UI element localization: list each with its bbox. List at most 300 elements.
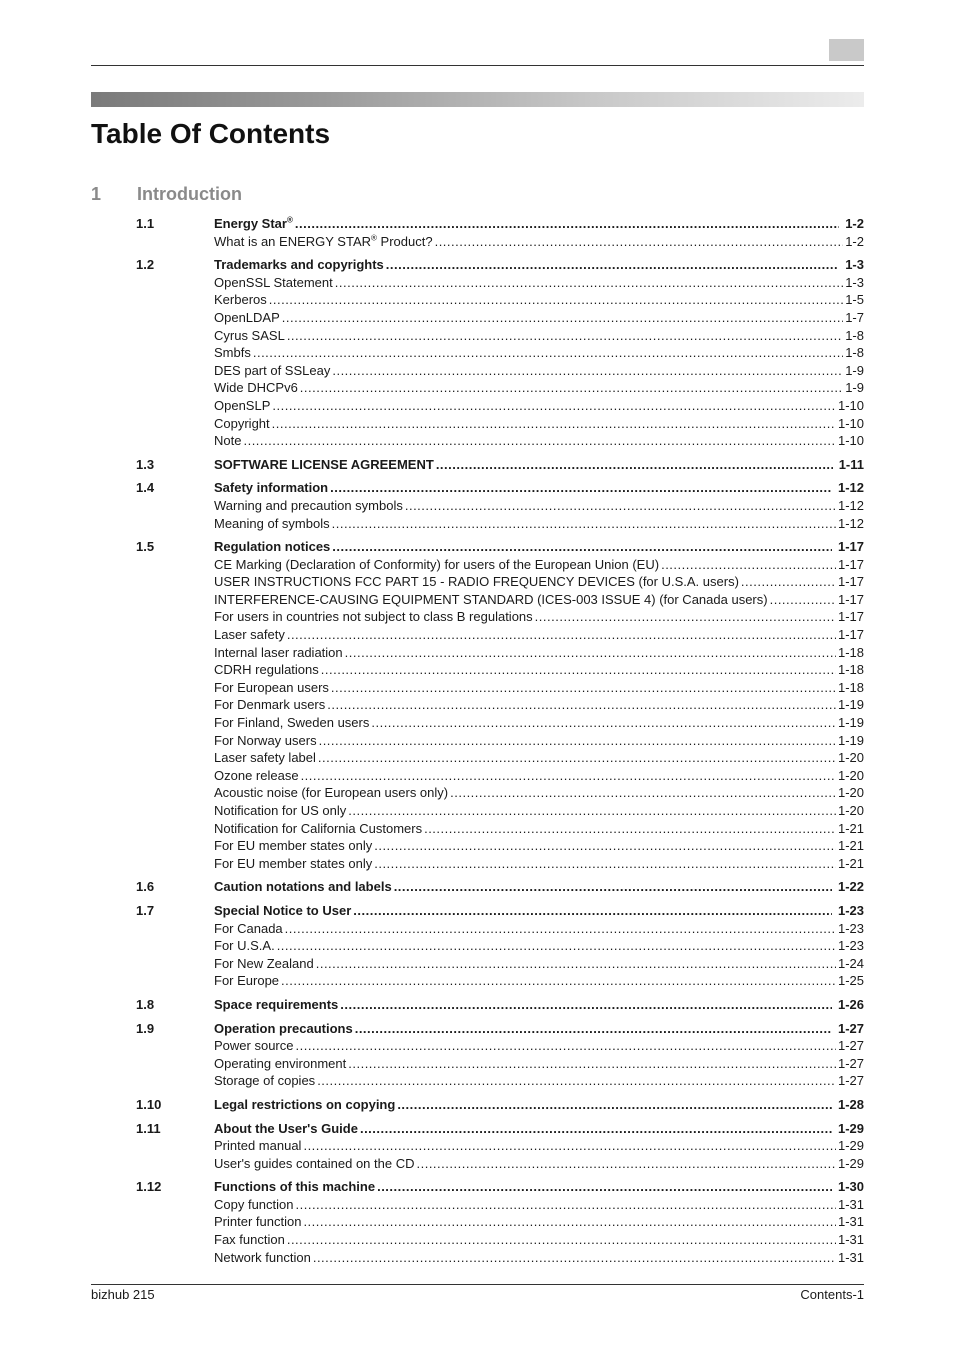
dot-leader [321, 661, 836, 679]
item-title: For New Zealand [214, 955, 314, 971]
toc-section [136, 479, 864, 532]
toc-section [136, 215, 864, 250]
item-entry [214, 274, 864, 292]
item-title: For EU member states only [214, 855, 373, 871]
section-title-wrap [214, 1120, 358, 1138]
toc-item-row[interactable] [136, 1249, 864, 1267]
item-title-wrap [214, 233, 433, 251]
dot-leader [450, 784, 836, 802]
item-entry [214, 515, 864, 533]
section-number: 1.10 [136, 1096, 162, 1112]
dot-leader [332, 538, 832, 556]
item-title: Note [214, 433, 242, 449]
item-title: Operating environment [214, 1055, 347, 1071]
section-title-wrap [214, 1178, 375, 1196]
dot-leader [303, 1137, 836, 1155]
toc-section-row[interactable] [136, 902, 864, 920]
item-entry [214, 1137, 864, 1155]
item-entry [214, 432, 864, 450]
item-entry [214, 309, 864, 327]
item-page: 1-17 [837, 609, 864, 625]
dot-leader [331, 679, 836, 697]
item-page: 1-29 [837, 1138, 864, 1154]
item-title-wrap [214, 767, 299, 785]
toc-item-row[interactable] [136, 767, 864, 785]
toc-item-row[interactable] [136, 309, 864, 327]
dot-leader [285, 920, 836, 938]
item-page: 1-18 [837, 662, 864, 678]
section-title-wrap [214, 538, 330, 556]
toc-item-row[interactable] [136, 1213, 864, 1231]
item-title-wrap [214, 802, 346, 820]
dot-leader [348, 802, 836, 820]
toc-item-row[interactable] [136, 1072, 864, 1090]
section-entry [214, 479, 864, 497]
toc-item-row[interactable] [136, 1196, 864, 1214]
section-page: 1-3 [845, 257, 864, 273]
toc-item-row[interactable] [136, 714, 864, 732]
item-page: 1-8 [845, 327, 864, 343]
toc-section-row[interactable] [136, 878, 864, 896]
item-title: Power source [214, 1038, 294, 1054]
toc-section-row[interactable] [136, 1178, 864, 1196]
toc-item-row[interactable] [136, 749, 864, 767]
footer-product: bizhub 215 [91, 1287, 155, 1302]
dot-leader [374, 837, 836, 855]
item-title-wrap [214, 820, 422, 838]
section-title: Space requirements [214, 996, 339, 1012]
dot-leader [327, 696, 836, 714]
dot-leader [287, 1231, 836, 1249]
item-title: Laser safety label [214, 750, 316, 766]
corner-tab [829, 39, 864, 61]
item-entry [214, 972, 864, 990]
item-entry [214, 837, 864, 855]
section-title: Caution notations and labels [214, 879, 392, 895]
item-entry [214, 820, 864, 838]
item-entry [214, 591, 864, 609]
dot-leader [371, 714, 836, 732]
section-entry [214, 1020, 864, 1038]
toc-section-row[interactable] [136, 479, 864, 497]
item-page: 1-5 [845, 292, 864, 308]
section-title: Safety information [214, 480, 329, 496]
item-title: Notification for California Customers [214, 820, 423, 836]
item-entry [214, 714, 864, 732]
toc-item-row[interactable] [136, 820, 864, 838]
dot-leader [661, 556, 836, 574]
item-entry [214, 1196, 864, 1214]
dot-leader [353, 902, 832, 920]
item-title-wrap [214, 415, 270, 433]
dot-leader [272, 415, 836, 433]
item-title-wrap [214, 937, 275, 955]
item-entry [214, 497, 864, 515]
dot-leader [253, 344, 843, 362]
dot-leader [741, 573, 836, 591]
item-title: INTERFERENCE-CAUSING EQUIPMENT STANDARD (ICES-003 ISSUE 4) (for Canada users) [214, 591, 768, 607]
toc-item-row[interactable] [136, 1137, 864, 1155]
item-title-wrap [214, 497, 403, 515]
item-entry [214, 233, 864, 251]
item-entry [214, 626, 864, 644]
dot-leader [340, 996, 832, 1014]
item-title-wrap [214, 920, 283, 938]
section-title: Operation precautions [214, 1020, 353, 1036]
toc-item-row[interactable] [136, 344, 864, 362]
dot-leader [277, 937, 836, 955]
toc-section [136, 1178, 864, 1266]
item-title: USER INSTRUCTIONS FCC PART 15 - RADIO FREQUENCY DEVICES (for U.S.A. users) [214, 574, 739, 590]
toc-item-row[interactable] [136, 784, 864, 802]
item-title-wrap [214, 608, 533, 626]
dot-leader [330, 479, 832, 497]
item-entry [214, 344, 864, 362]
toc-section-row[interactable] [136, 1120, 864, 1138]
toc-item-row[interactable] [136, 920, 864, 938]
section-title-wrap [214, 1020, 353, 1038]
item-title: OpenSSL Statement [214, 274, 333, 290]
section-number: 1.2 [136, 257, 155, 273]
toc-item-row[interactable] [136, 233, 864, 251]
item-title-wrap [214, 837, 372, 855]
section-title: Functions of this machine [214, 1179, 376, 1195]
item-entry [214, 920, 864, 938]
section-entry [214, 538, 864, 556]
item-title: OpenSLP [214, 397, 271, 413]
item-title: For Norway users [214, 732, 317, 748]
item-title-wrap [214, 344, 251, 362]
toc-section [136, 996, 864, 1014]
item-page: 1-9 [845, 380, 864, 396]
section-page: 1-11 [838, 456, 864, 472]
item-entry [214, 608, 864, 626]
item-page: 1-20 [837, 785, 864, 801]
toc-item-row[interactable] [136, 732, 864, 750]
section-page: 1-26 [837, 996, 864, 1012]
dot-leader [316, 955, 836, 973]
section-entry [214, 902, 864, 920]
item-title-wrap [214, 309, 280, 327]
item-title-wrap [214, 955, 314, 973]
dot-leader [394, 878, 832, 896]
toc-item-row[interactable] [136, 556, 864, 574]
dot-leader [313, 1249, 836, 1267]
toc-section-row[interactable] [136, 256, 864, 274]
item-title: OpenLDAP [214, 309, 280, 325]
item-title: Cyrus SASL [214, 327, 285, 343]
item-entry [214, 937, 864, 955]
item-page: 1-21 [837, 820, 864, 836]
item-title: For European users [214, 679, 329, 695]
toc-item-row[interactable] [136, 802, 864, 820]
dot-leader [301, 767, 836, 785]
item-page: 1-27 [837, 1073, 864, 1089]
item-title: For EU member states only [214, 838, 373, 854]
toc-item-row[interactable] [136, 955, 864, 973]
dot-leader [374, 855, 836, 873]
item-title-wrap [214, 626, 285, 644]
toc-item-row[interactable] [136, 497, 864, 515]
section-page: 1-2 [845, 216, 864, 231]
toc-section-row[interactable] [136, 215, 864, 233]
item-title: Kerberos [214, 292, 267, 308]
toc-section-row[interactable] [136, 1020, 864, 1038]
toc-item-row[interactable] [136, 972, 864, 990]
item-page: 1-29 [837, 1155, 864, 1171]
registered-mark: ® [286, 215, 293, 225]
item-title-wrap [214, 855, 372, 873]
item-page: 1-23 [837, 938, 864, 954]
item-title-wrap [214, 379, 298, 397]
item-title-wrap [214, 644, 343, 662]
item-entry [214, 784, 864, 802]
dot-leader [295, 1037, 835, 1055]
section-number: 1.11 [136, 1120, 161, 1136]
item-title-wrap [214, 679, 329, 697]
section-number: 1.12 [136, 1179, 162, 1195]
section-number: 1.6 [136, 879, 155, 895]
item-page: 1-18 [837, 644, 864, 660]
item-entry [214, 855, 864, 873]
item-title: Internal laser radiation [214, 644, 343, 660]
dot-leader [303, 1213, 836, 1231]
toc-section [136, 878, 864, 896]
item-entry [214, 327, 864, 345]
toc-item-row[interactable] [136, 327, 864, 345]
item-title: Acoustic noise (for European users only) [214, 785, 449, 801]
item-title-wrap [214, 1055, 346, 1073]
section-title: Energy Star [214, 216, 287, 231]
item-title-wrap [214, 556, 659, 574]
toc-item-row[interactable] [136, 837, 864, 855]
item-title-wrap [214, 732, 317, 750]
item-title: DES part of SSLeay [214, 362, 331, 378]
dot-leader [535, 608, 836, 626]
toc-item-row[interactable] [136, 626, 864, 644]
section-title: SOFTWARE LICENSE AGREEMENT [214, 456, 434, 472]
toc-item-row[interactable] [136, 855, 864, 873]
chapter-number: 1 [91, 184, 102, 204]
dot-leader [296, 1196, 836, 1214]
item-title: What is an ENERGY STAR [214, 233, 372, 249]
section-entry [214, 1178, 864, 1196]
toc-item-row[interactable] [136, 696, 864, 714]
toc-item-row[interactable] [136, 1231, 864, 1249]
item-title-wrap [214, 784, 448, 802]
item-page: 1-19 [837, 715, 864, 731]
section-title-wrap [214, 996, 338, 1014]
item-page: 1-23 [837, 920, 864, 936]
toc-item-row[interactable] [136, 274, 864, 292]
item-title: Meaning of symbols [214, 515, 330, 531]
toc-item-row[interactable] [136, 937, 864, 955]
item-page: 1-31 [837, 1196, 864, 1212]
item-page: 1-12 [837, 515, 864, 531]
item-title: For Europe [214, 973, 280, 989]
section-number: 1.3 [136, 456, 155, 472]
section-title-wrap [214, 878, 392, 896]
toc-section [136, 1120, 864, 1173]
item-title: Storage of copies [214, 1073, 316, 1089]
item-page: 1-24 [837, 955, 864, 971]
item-title-wrap [214, 1196, 294, 1214]
toc-item-row[interactable] [136, 291, 864, 309]
item-page: 1-20 [837, 750, 864, 766]
toc-item-row[interactable] [136, 661, 864, 679]
section-title-wrap [214, 479, 328, 497]
section-title: Trademarks and copyrights [214, 257, 384, 273]
item-entry [214, 362, 864, 380]
dot-leader [272, 397, 836, 415]
dot-leader [355, 1020, 832, 1038]
section-title-wrap [214, 215, 293, 233]
item-title: Notification for US only [214, 803, 347, 818]
item-page: 1-31 [837, 1214, 864, 1230]
item-page: 1-18 [837, 679, 864, 695]
item-title-wrap [214, 1137, 301, 1155]
item-title-wrap [214, 661, 319, 679]
item-title-wrap [214, 591, 768, 609]
item-title: For Denmark users [214, 697, 326, 713]
dot-leader [397, 1096, 832, 1114]
item-entry [214, 767, 864, 785]
item-entry [214, 573, 864, 591]
item-entry [214, 644, 864, 662]
item-title-wrap [214, 291, 267, 309]
section-entry [214, 1096, 864, 1114]
item-page: 1-10 [837, 397, 864, 413]
dot-leader [318, 749, 836, 767]
dot-leader [386, 256, 839, 274]
dot-leader [287, 327, 843, 345]
item-title: For U.S.A. [214, 938, 275, 954]
toc-item-row[interactable] [136, 515, 864, 533]
dot-leader [377, 1178, 832, 1196]
item-page: 1-17 [837, 591, 864, 607]
section-page: 1-23 [837, 902, 864, 918]
item-title-wrap [214, 1037, 293, 1055]
item-title: For Finland, Sweden users [214, 715, 370, 731]
dot-leader [287, 626, 836, 644]
toc-section-row[interactable] [136, 996, 864, 1014]
item-page: 1-3 [845, 274, 864, 290]
item-title: Copy function [214, 1196, 294, 1212]
dot-leader [436, 456, 833, 474]
toc-item-row[interactable] [136, 432, 864, 450]
toc-item-row[interactable] [136, 379, 864, 397]
item-title: Wide DHCPv6 [214, 380, 298, 396]
dot-leader [348, 1055, 836, 1073]
item-page: 1-17 [837, 556, 864, 572]
item-title: Copyright [214, 415, 270, 431]
toc-item-row[interactable] [136, 608, 864, 626]
dot-leader [360, 1120, 832, 1138]
item-title-wrap [214, 972, 279, 990]
section-number: 1.5 [136, 539, 155, 555]
toc-section [136, 1096, 864, 1114]
item-page: 1-2 [845, 233, 864, 249]
section-number: 1.9 [136, 1020, 155, 1036]
section-entry [214, 878, 864, 896]
item-title: Printer function [214, 1214, 302, 1230]
item-title: Fax function [214, 1232, 285, 1248]
toc-item-row[interactable] [136, 573, 864, 591]
dot-leader [405, 497, 836, 515]
dot-leader [317, 1072, 836, 1090]
section-page: 1-12 [837, 480, 864, 496]
gradient-bar [91, 92, 864, 107]
item-entry [214, 1072, 864, 1090]
item-entry [214, 379, 864, 397]
item-page: 1-17 [837, 574, 864, 590]
page-title: Table Of Contents [91, 118, 331, 149]
item-page: 1-21 [837, 855, 864, 871]
item-entry [214, 556, 864, 574]
toc-item-row[interactable] [136, 1155, 864, 1173]
toc-section [136, 538, 864, 872]
footer-page-label: Contents-1 [800, 1287, 864, 1302]
dot-leader [345, 644, 836, 662]
toc-item-row[interactable] [136, 397, 864, 415]
item-title-wrap [214, 397, 270, 415]
toc-section-row[interactable] [136, 456, 864, 474]
toc-item-row[interactable] [136, 644, 864, 662]
item-page: 1-25 [837, 973, 864, 989]
dot-leader [282, 309, 843, 327]
section-title-wrap [214, 902, 351, 920]
item-title-wrap [214, 362, 330, 380]
item-entry [214, 802, 864, 820]
item-entry [214, 955, 864, 973]
item-title-wrap [214, 1249, 311, 1267]
dot-leader [416, 1155, 835, 1173]
item-title: Network function [214, 1249, 311, 1265]
toc-item-row[interactable] [136, 1055, 864, 1073]
section-title-wrap [214, 1096, 395, 1114]
item-page: 1-31 [837, 1249, 864, 1265]
item-entry [214, 1037, 864, 1055]
item-title: Ozone release [214, 767, 299, 783]
toc-item-row[interactable] [136, 1037, 864, 1055]
dot-leader [295, 215, 839, 233]
toc-section [136, 256, 864, 450]
item-page: 1-20 [837, 803, 864, 818]
section-page: 1-27 [837, 1020, 864, 1036]
toc-item-row[interactable] [136, 415, 864, 433]
dot-leader [335, 274, 843, 292]
toc-item-row[interactable] [136, 679, 864, 697]
item-title: Laser safety [214, 627, 285, 643]
item-entry [214, 1231, 864, 1249]
item-title-wrap [214, 274, 333, 292]
item-entry [214, 749, 864, 767]
item-page: 1-8 [845, 345, 864, 361]
toc-section-row[interactable] [136, 538, 864, 556]
section-entry [214, 215, 864, 233]
item-entry [214, 1055, 864, 1073]
toc-item-row[interactable] [136, 362, 864, 380]
toc-section [136, 456, 864, 474]
toc-section-row[interactable] [136, 1096, 864, 1114]
item-entry [214, 661, 864, 679]
toc-item-row[interactable] [136, 591, 864, 609]
dot-leader [300, 379, 843, 397]
item-title: User's guides contained on the CD [214, 1155, 415, 1171]
item-title: CDRH regulations [214, 662, 319, 678]
item-title-wrap [214, 749, 316, 767]
item-page: 1-20 [837, 767, 864, 783]
